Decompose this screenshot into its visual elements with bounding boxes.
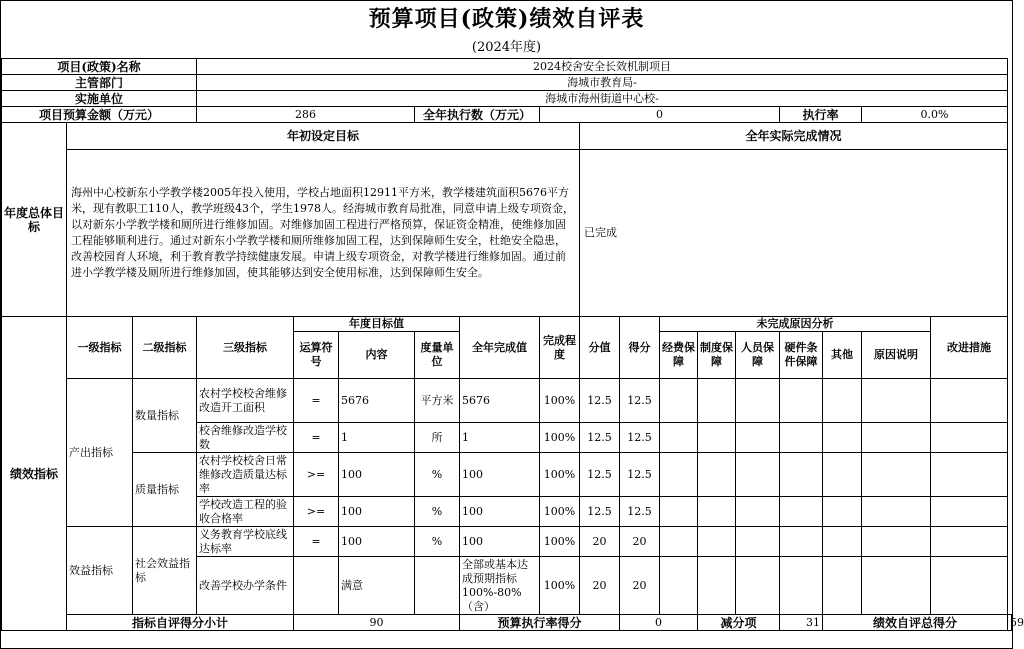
col-annual-target: 年度目标值: [294, 317, 460, 332]
row-degree: 100%: [540, 557, 580, 615]
row-degree: 100%: [540, 527, 580, 557]
row-value: 12.5: [580, 379, 620, 423]
row-value: 20: [580, 557, 620, 615]
row-lvl3: 农村学校校舍维修改造开工面积: [197, 379, 294, 423]
total-value: 59: [1008, 615, 1012, 631]
subtotal-label: 指标自评得分小计: [67, 615, 294, 631]
initial-goal-text: 海州中心校新东小学教学楼2005年投入使用，学校占地面积12911平方米，教学楼建筑面积5676平方米，现有教职工110人，教学班级43个，学生1978人。经海城市教育局批准，同意申请上级专项资金，以对新东小学教学楼和厕所进行维修加固。对维修加固工程进行严格预算，保证资金精准，使维修加固工程能够顺利进行。通过对新东小学教学楼和厕所维修加固工程，达到保障师生安全，杜绝安全隐患，改善校园育人环境，利于教育教学持续健康发展。申请上级专项资金，对教学楼进行维修加固。通过前进小学教学楼及厕所进行维修加固，使其能够达到安全使用标准，达到保障师生安全。: [67, 150, 580, 317]
budget-label: 项目预算金额（万元）: [2, 107, 197, 123]
row-degree: 100%: [540, 423, 580, 453]
row-funding: [660, 423, 698, 453]
actual-goal-header: 全年实际完成情况: [580, 123, 1008, 150]
row-personnel: [736, 423, 780, 453]
col-degree: 完成程度: [540, 317, 580, 379]
rate-label: 执行率: [780, 107, 862, 123]
row-op: =: [294, 527, 339, 557]
rate-value: 0.0%: [862, 107, 1008, 123]
row-hardware: [780, 497, 823, 527]
col-score: 得分: [620, 317, 660, 379]
col-unit: 度量单位: [415, 332, 460, 379]
row-personnel: [736, 379, 780, 423]
row-full: 全部或基本达成预期指标100%-80%（含）: [460, 557, 540, 615]
row-funding: [660, 453, 698, 497]
row-lvl3: 农村学校校舍日常维修改造质量达标率: [197, 453, 294, 497]
subtotal-value: 90: [294, 615, 460, 631]
col-funding: 经费保障: [660, 332, 698, 379]
row-other: [823, 497, 862, 527]
col-hardware: 硬件条件保障: [780, 332, 823, 379]
project-name-value: 2024校舍安全长效机制项目: [197, 59, 1008, 75]
row-other: [823, 527, 862, 557]
row-hardware: [780, 379, 823, 423]
row-content: 1: [339, 423, 415, 453]
col-improve: 改进措施: [931, 317, 1008, 379]
row-hardware: [780, 527, 823, 557]
row-personnel: [736, 453, 780, 497]
row-score: 20: [620, 557, 660, 615]
row-value: 12.5: [580, 423, 620, 453]
row-unit: %: [415, 527, 460, 557]
row-degree: 100%: [540, 453, 580, 497]
exec-score-value: 0: [620, 615, 698, 631]
row-full: 100: [460, 527, 540, 557]
row-system: [698, 379, 736, 423]
row-funding: [660, 527, 698, 557]
col-reason-group: 未完成原因分析: [660, 317, 931, 332]
row-system: [698, 527, 736, 557]
impl-value: 海城市海州街道中心校-: [197, 91, 1008, 107]
col-score-value: 分值: [580, 317, 620, 379]
row-reason: [862, 527, 931, 557]
row-value: 12.5: [580, 453, 620, 497]
row-op: [294, 557, 339, 615]
row-hardware: [780, 453, 823, 497]
row-other: [823, 453, 862, 497]
row-unit: 平方米: [415, 379, 460, 423]
col-level3: 三级指标: [197, 317, 294, 379]
lvl2-quality: 质量指标: [133, 453, 197, 527]
initial-goal-header: 年初设定目标: [67, 123, 580, 150]
col-level2: 二级指标: [133, 317, 197, 379]
row-improve: [931, 497, 1008, 527]
impl-label: 实施单位: [2, 91, 197, 107]
row-improve: [931, 379, 1008, 423]
row-reason: [862, 557, 931, 615]
row-lvl3: 改善学校办学条件: [197, 557, 294, 615]
row-op: =: [294, 423, 339, 453]
annual-goal-label: 年度总体目标: [2, 123, 67, 317]
col-full-year: 全年完成值: [460, 317, 540, 379]
row-lvl3: 义务教育学校底线达标率: [197, 527, 294, 557]
row-other: [823, 423, 862, 453]
col-system: 制度保障: [698, 332, 736, 379]
col-content: 内容: [339, 332, 415, 379]
col-reason-desc: 原因说明: [862, 332, 931, 379]
lvl2-quantity: 数量指标: [133, 379, 197, 453]
row-reason: [862, 379, 931, 423]
row-reason: [862, 453, 931, 497]
row-hardware: [780, 423, 823, 453]
row-degree: 100%: [540, 497, 580, 527]
exec-label: 全年执行数（万元）: [415, 107, 540, 123]
row-score: 12.5: [620, 379, 660, 423]
col-other: 其他: [823, 332, 862, 379]
deduct-value: 31: [780, 615, 823, 631]
row-personnel: [736, 497, 780, 527]
total-label: 绩效自评总得分: [823, 615, 1008, 631]
row-op: >=: [294, 497, 339, 527]
row-content: 5676: [339, 379, 415, 423]
row-full: 5676: [460, 379, 540, 423]
row-op: =: [294, 379, 339, 423]
row-lvl3: 学校改造工程的验收合格率: [197, 497, 294, 527]
row-improve: [931, 527, 1008, 557]
budget-value: 286: [197, 107, 415, 123]
col-op: 运算符号: [294, 332, 339, 379]
row-value: 20: [580, 527, 620, 557]
row-content: 100: [339, 453, 415, 497]
row-score: 12.5: [620, 497, 660, 527]
row-full: 1: [460, 423, 540, 453]
row-personnel: [736, 527, 780, 557]
row-score: 20: [620, 527, 660, 557]
row-funding: [660, 379, 698, 423]
row-system: [698, 453, 736, 497]
project-name-label: 项目(政策)名称: [2, 59, 197, 75]
row-reason: [862, 423, 931, 453]
row-other: [823, 557, 862, 615]
row-system: [698, 423, 736, 453]
row-funding: [660, 557, 698, 615]
row-reason: [862, 497, 931, 527]
row-content: 100: [339, 497, 415, 527]
row-personnel: [736, 557, 780, 615]
col-level1: 一级指标: [67, 317, 133, 379]
col-personnel: 人员保障: [736, 332, 780, 379]
row-full: 100: [460, 497, 540, 527]
row-system: [698, 497, 736, 527]
row-content: 满意: [339, 557, 415, 615]
row-unit: [415, 557, 460, 615]
dept-value: 海城市教育局-: [197, 75, 1008, 91]
actual-goal-text: 已完成: [580, 150, 1008, 317]
lvl1-benefit: 效益指标: [67, 527, 133, 615]
evaluation-table: [1, 58, 1024, 631]
row-unit: %: [415, 497, 460, 527]
row-score: 12.5: [620, 453, 660, 497]
form-title: 预算项目(政策)绩效自评表: [368, 6, 645, 32]
row-improve: [931, 557, 1008, 615]
row-improve: [931, 423, 1008, 453]
perf-label: 绩效指标: [2, 317, 67, 631]
row-op: >=: [294, 453, 339, 497]
row-other: [823, 379, 862, 423]
row-content: 100: [339, 527, 415, 557]
row-system: [698, 557, 736, 615]
exec-score-label: 预算执行率得分: [460, 615, 620, 631]
row-unit: %: [415, 453, 460, 497]
row-full: 100: [460, 453, 540, 497]
lvl2-social: 社会效益指标: [133, 527, 197, 615]
row-improve: [931, 453, 1008, 497]
row-funding: [660, 497, 698, 527]
row-score: 12.5: [620, 423, 660, 453]
exec-value: 0: [540, 107, 780, 123]
dept-label: 主管部门: [2, 75, 197, 91]
row-unit: 所: [415, 423, 460, 453]
row-lvl3: 校舍维修改造学校数: [197, 423, 294, 453]
row-value: 12.5: [580, 497, 620, 527]
form-year: (2024年度): [471, 40, 542, 55]
row-hardware: [780, 557, 823, 615]
row-degree: 100%: [540, 379, 580, 423]
deduct-label: 减分项: [698, 615, 780, 631]
lvl1-output: 产出指标: [67, 379, 133, 527]
